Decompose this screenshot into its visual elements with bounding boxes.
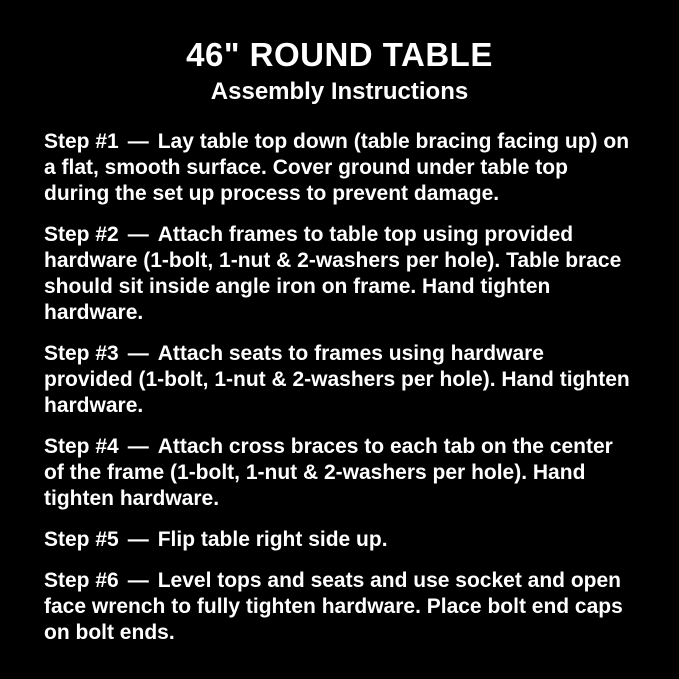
step-item-2	[44, 222, 637, 326]
step-item-6	[44, 568, 637, 646]
steps-list	[0, 129, 679, 646]
step-text: Attach cross braces to each tab on the center of the frame (1-bolt, 1-nut & 2-washers per hole). Hand tighten hardware.	[44, 434, 613, 510]
step-item-4	[44, 434, 637, 512]
page-subtitle: Assembly Instructions	[210, 77, 469, 105]
step-text: Flip table right side up.	[157, 527, 388, 551]
step-label: Step #1	[44, 129, 119, 153]
step-separator: —	[127, 434, 149, 458]
step-text: Attach frames to table top using provided hardware (1-bolt, 1-nut & 2-washers per hole). Table brace should sit inside angle iron on frame. Hand tighten hardware.	[44, 222, 622, 324]
step-item-3	[44, 341, 637, 419]
step-separator: —	[127, 527, 149, 551]
page-title: 46" ROUND TABLE	[186, 36, 493, 73]
step-label: Step #3	[44, 341, 119, 365]
step-text: Attach seats to frames using hardware provided (1-bolt, 1-nut & 2-washers per hole). Hand tighten hardware.	[44, 341, 630, 417]
step-label: Step #2	[44, 222, 119, 246]
step-label: Step #4	[44, 434, 119, 458]
step-separator: —	[127, 341, 149, 365]
step-label: Step #5	[44, 527, 119, 551]
step-item-1	[44, 129, 637, 207]
step-text: Level tops and seats and use socket and open face wrench to fully tighten hardware. Place bolt end caps on bolt ends.	[44, 568, 623, 644]
step-separator: —	[127, 568, 149, 592]
step-separator: —	[127, 129, 149, 153]
step-label: Step #6	[44, 568, 119, 592]
step-text: Lay table top down (table bracing facing up) on a flat, smooth surface. Cover ground under table top during the set up process to prevent damage.	[44, 129, 630, 205]
sheet-header	[0, 0, 679, 107]
step-item-5	[44, 527, 637, 553]
step-separator: —	[127, 222, 149, 246]
